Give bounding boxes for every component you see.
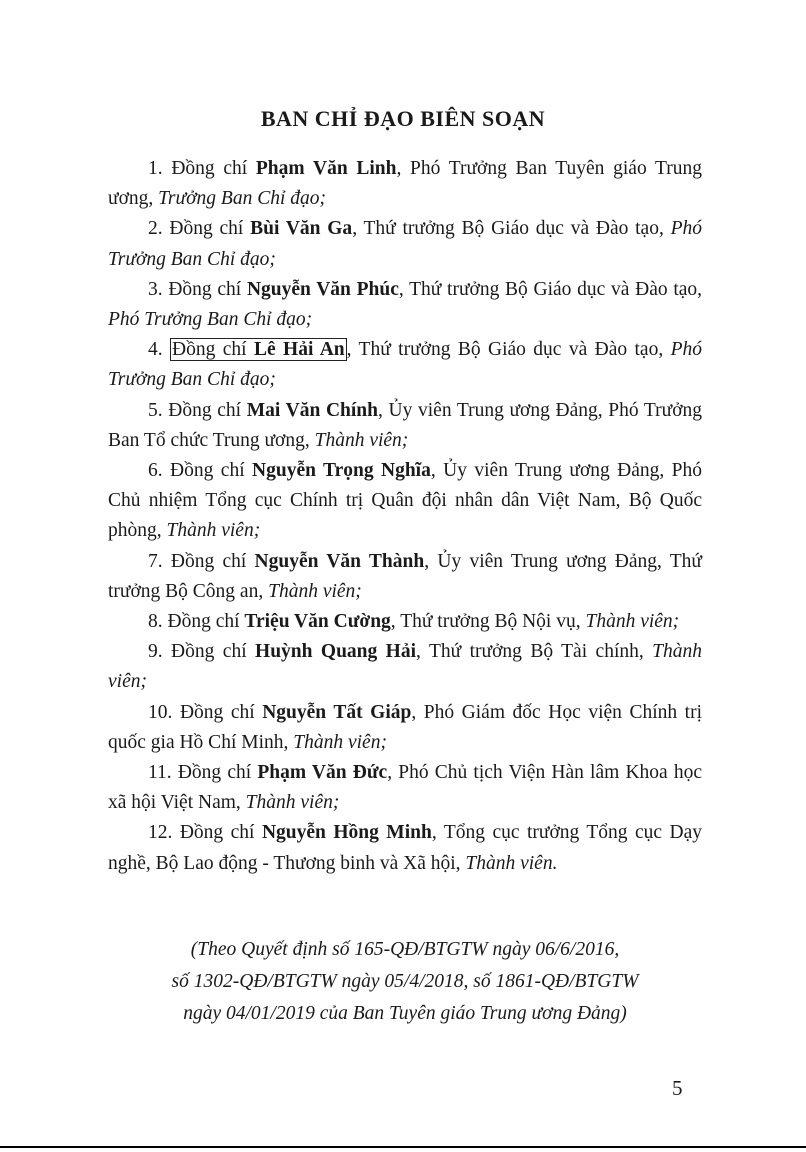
list-item [108, 154, 702, 214]
item-number: 1. [148, 158, 163, 179]
member-role: , Ủy viên Trung ương Đảng, Phó Trưởng Ban Tổ chức Trung ương, [108, 399, 703, 451]
member-name: Phạm Văn Linh [255, 158, 397, 179]
item-number: 6. [148, 460, 163, 482]
item-number: 10. [148, 701, 173, 723]
item-prefix: Đồng chí [170, 460, 245, 482]
member-role: , Thứ trưởng Bộ Giáo dục và Đào tạo, [352, 218, 671, 240]
member-title: Phó Trưởng Ban Chỉ đạo; [108, 218, 703, 270]
decision-footnote [108, 934, 702, 1030]
member-title: Phó Trưởng Ban Chỉ đạo; [108, 339, 703, 391]
item-number: 12. [148, 822, 173, 844]
list-item [108, 698, 702, 758]
member-name: Nguyễn Tất Giáp [262, 701, 412, 723]
member-role: , Tổng cục trưởng Tổng cục Dạy nghề, Bộ Lao động - Thương binh và Xã hội, [108, 822, 703, 874]
item-number: 5. [148, 399, 163, 421]
highlight-box [170, 338, 347, 361]
item-prefix: Đồng chí [170, 550, 247, 572]
member-name: Nguyễn Văn Phúc [246, 278, 399, 300]
page-edge-divider [0, 1146, 806, 1148]
page-number: 5 [672, 1076, 683, 1100]
item-prefix: Đồng chí [172, 339, 247, 361]
list-item [108, 335, 702, 395]
item-number: 7. [148, 550, 163, 572]
member-title: Thành viên; [293, 731, 387, 753]
member-list [108, 154, 702, 879]
member-name: Bùi Văn Ga [250, 218, 353, 240]
list-item [108, 607, 702, 637]
member-role: , Phó Chủ tịch Viện Hàn lâm Khoa học xã hội Việt Nam, [108, 762, 703, 814]
member-name: Triệu Văn Cường [244, 611, 391, 633]
member-title: Thành viên; [108, 641, 703, 693]
page-title: BAN CHỈ ĐẠO BIÊN SOẠN [260, 106, 546, 131]
member-title: Thành viên; [245, 792, 340, 814]
member-name: Nguyễn Hồng Minh [261, 822, 432, 844]
item-number: 9. [148, 641, 163, 663]
member-name: Mai Văn Chính [246, 399, 378, 421]
item-prefix: Đồng chí [168, 399, 242, 421]
list-item [108, 758, 702, 818]
member-role: , Ủy viên Trung ương Đảng, Thứ trưởng Bộ Công an, [108, 550, 702, 602]
item-number: 4. [148, 339, 163, 361]
member-title: Trưởng Ban Chỉ đạo; [158, 188, 326, 210]
footnote-line: số 1302-QĐ/BTGTW ngày 05/4/2018, số 1861-QĐ/BTGTW [171, 971, 639, 992]
member-title: Thành viên; [268, 580, 362, 602]
list-item [108, 396, 702, 456]
item-number: 2. [148, 218, 163, 240]
list-item [108, 547, 702, 607]
member-role: , Thứ trưởng Bộ Giáo dục và Đào tạo, [398, 278, 703, 300]
list-item [108, 637, 702, 697]
member-name: Phạm Văn Đức [257, 762, 388, 784]
item-prefix: Đồng chí [168, 278, 242, 300]
item-prefix: Đồng chí [167, 611, 240, 633]
member-name: Huỳnh Quang Hải [255, 641, 417, 663]
list-item [108, 275, 702, 335]
item-prefix: Đồng chí [177, 762, 252, 784]
footnote-line: ngày 04/01/2019 của Ban Tuyên giáo Trung ương Đảng) [183, 1003, 627, 1024]
member-title: Phó Trưởng Ban Chỉ đạo; [108, 309, 313, 331]
item-prefix: Đồng chí [179, 822, 255, 844]
member-role: , Thứ trưởng Bộ Nội vụ, [390, 611, 586, 633]
item-prefix: Đồng chí [169, 218, 244, 240]
member-role: , Phó Giám đốc Học viện Chính trị quốc gia Hồ Chí Minh, [108, 701, 703, 753]
member-role: , Thứ trưởng Bộ Tài chính, [416, 641, 653, 663]
item-prefix: Đồng chí [179, 701, 255, 723]
list-item [108, 818, 702, 878]
member-title: Thành viên. [465, 852, 558, 874]
member-title: Thành viên; [166, 520, 261, 542]
item-number: 11. [148, 762, 172, 784]
member-role: , Thứ trưởng Bộ Giáo dục và Đào tạo, [346, 339, 671, 361]
list-item [108, 456, 702, 547]
member-name: Lê Hải An [253, 339, 345, 361]
member-name: Nguyễn Trọng Nghĩa [252, 460, 431, 482]
member-role: , Phó Trưởng Ban Tuyên giáo Trung ương, [108, 158, 703, 210]
item-number: 3. [148, 278, 163, 300]
item-prefix: Đồng chí [171, 641, 247, 663]
member-name: Nguyễn Văn Thành [254, 550, 425, 572]
footnote-line: (Theo Quyết định số 165-QĐ/BTGTW ngày 06/6/2016, [190, 939, 620, 960]
item-prefix: Đồng chí [171, 158, 248, 179]
member-title: Thành viên; [314, 429, 409, 451]
member-title: Thành viên; [585, 611, 680, 633]
item-number: 8. [148, 611, 163, 633]
member-role: , Ủy viên Trung ương Đảng, Phó Chủ nhiệm Tổng cục Chính trị Quân đội nhân dân Việt Nam, Bộ Quốc phòng, [108, 460, 703, 542]
list-item [108, 214, 702, 274]
